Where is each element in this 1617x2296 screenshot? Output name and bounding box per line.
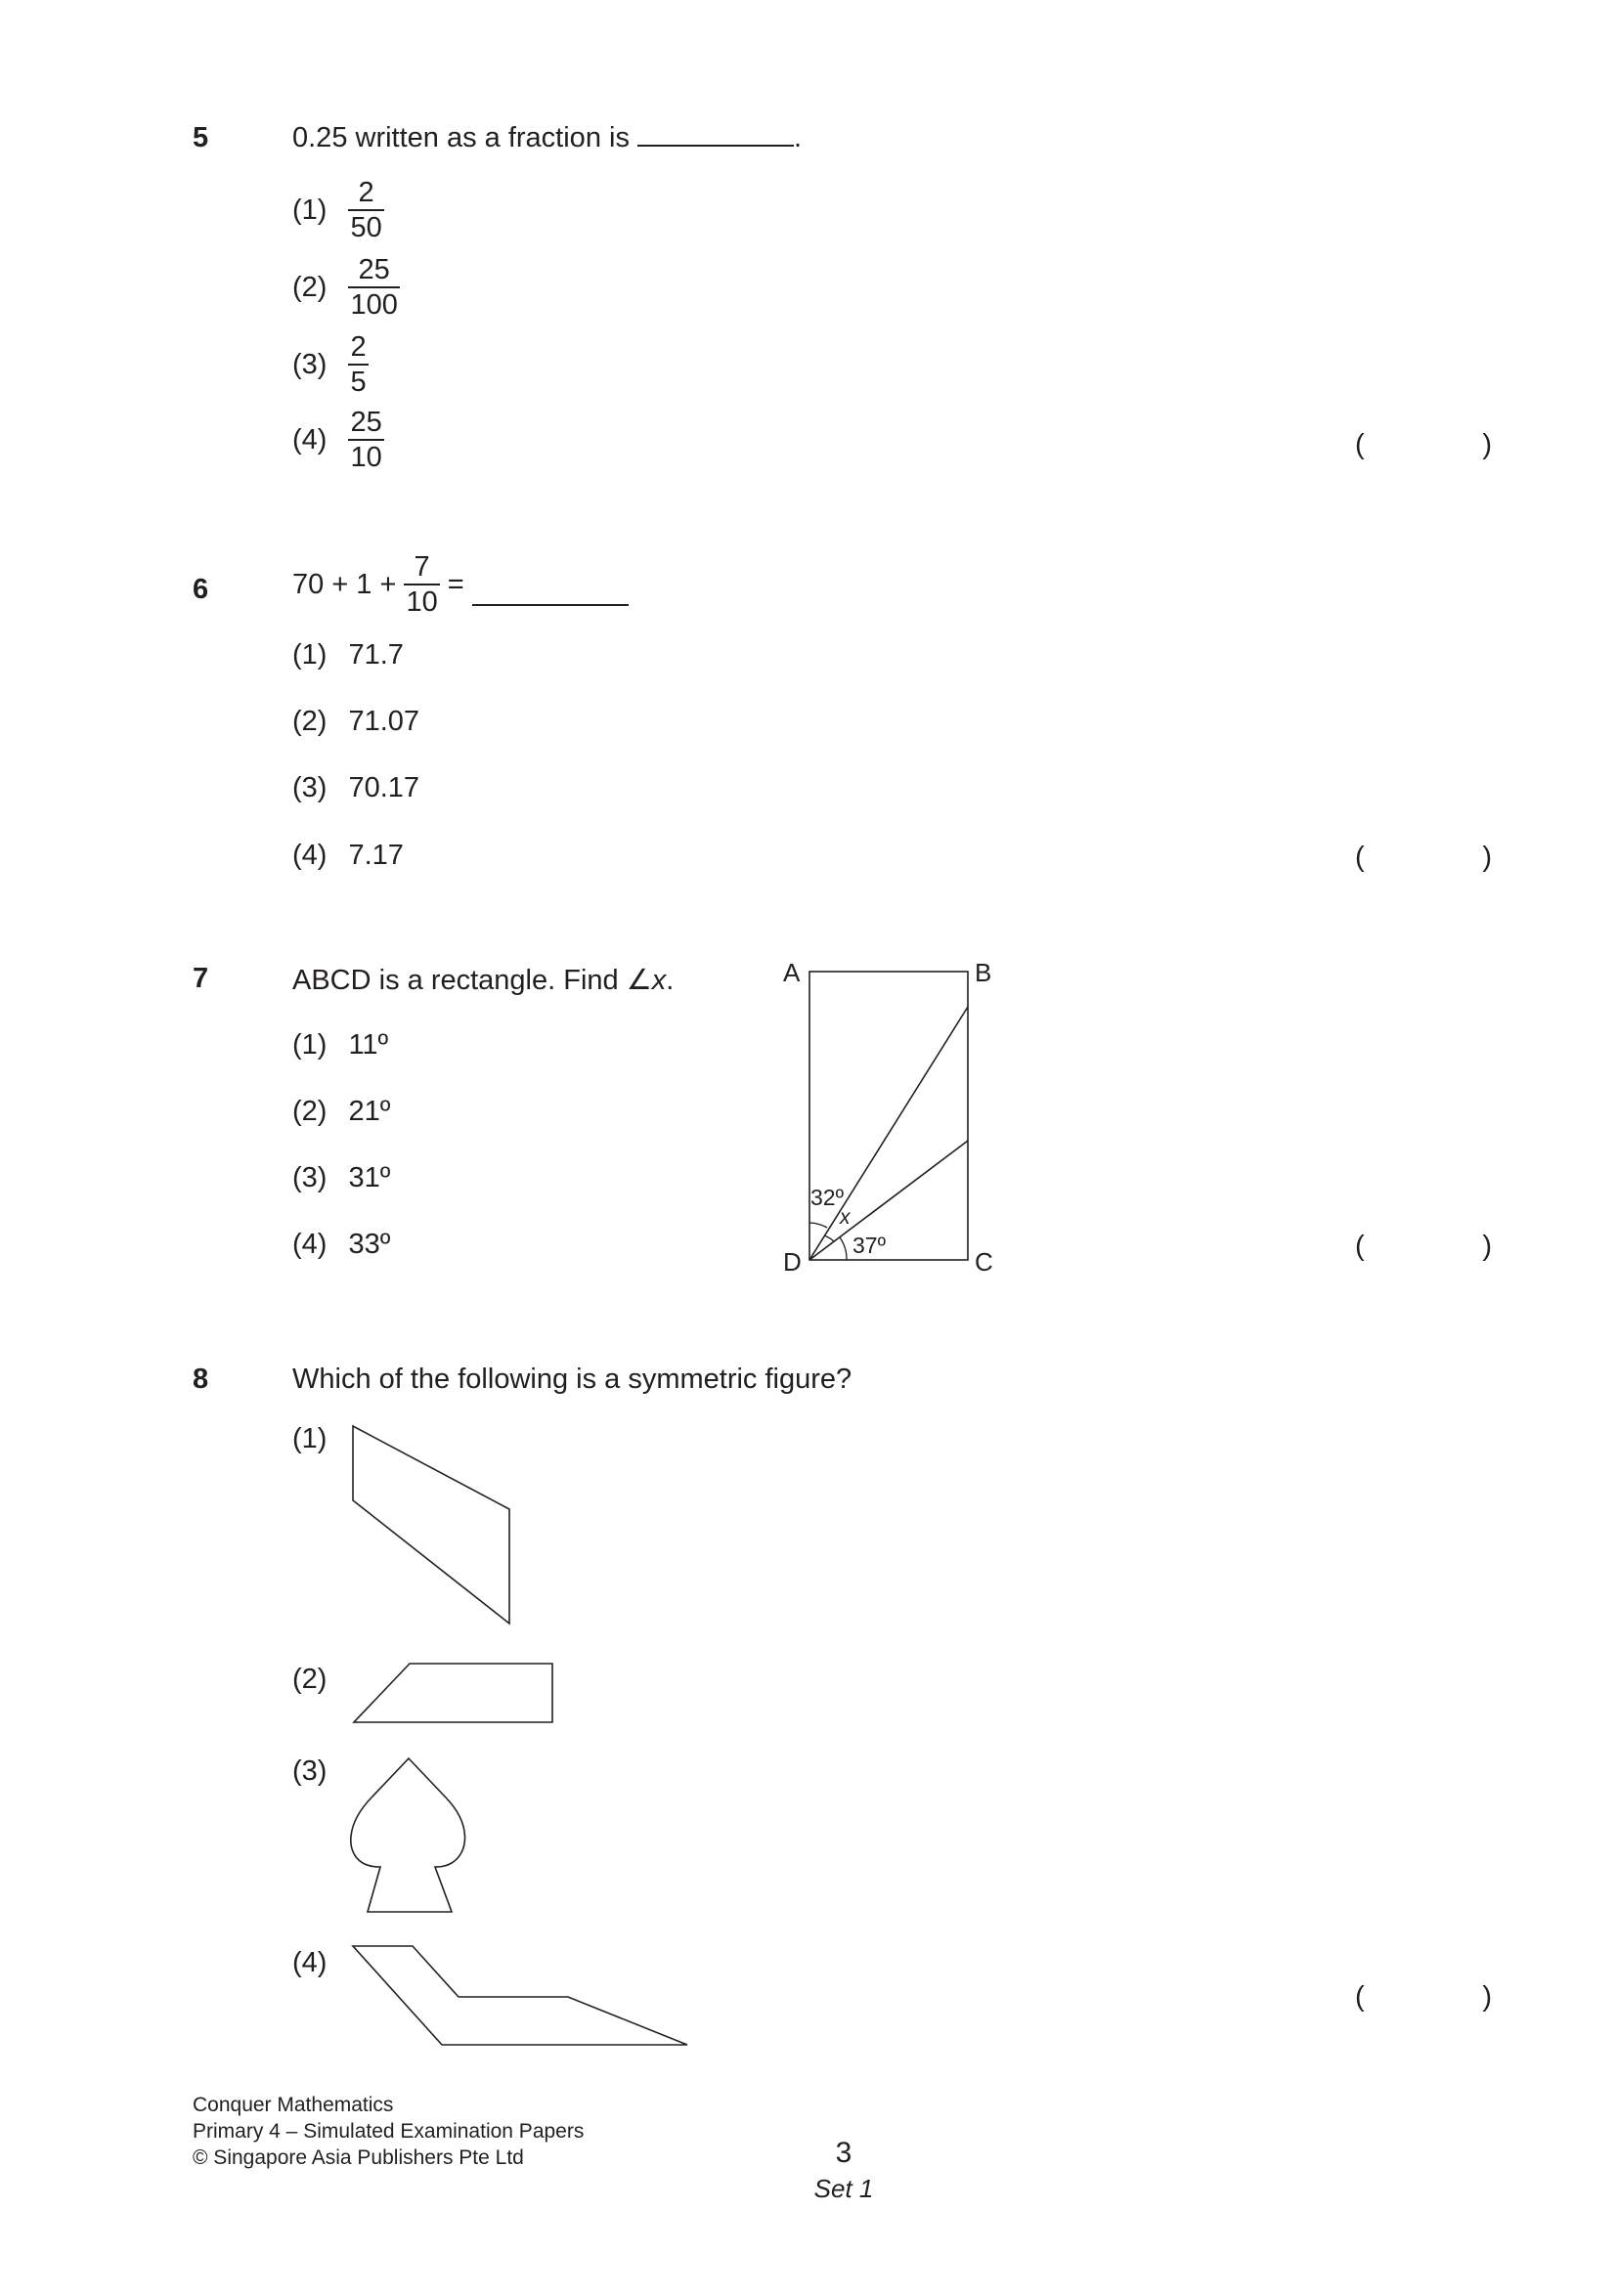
answer-box[interactable] [1355,1981,1492,2014]
option-label[interactable]: (4) [292,1947,328,1978]
shape-spade-icon [351,1758,465,1912]
vertex-label-a: A [783,958,801,987]
option-label: (1) [292,195,328,226]
numerator: 25 [350,407,382,438]
vertex-label-c: C [975,1247,993,1277]
set-label: Set 1 [813,2174,874,2203]
option-label: (3) [292,1162,328,1193]
denominator: 50 [348,209,383,242]
option-value: 7.17 [348,840,404,871]
question-stem: Which of the following is a symmetric figure? [292,1364,852,1395]
numerator: 25 [358,254,390,285]
numerator: 7 [414,551,430,583]
option-label: (3) [292,772,328,803]
option-label: (1) [292,1029,328,1061]
option-label[interactable]: (1) [292,1423,328,1454]
option-label: (3) [292,349,328,380]
denominator: 10 [404,584,439,617]
question-number: 5 [193,122,209,153]
denominator: 5 [348,364,368,397]
option-value: 71.07 [348,706,420,737]
question-stem-text: ABCD is a rectangle. Find [292,965,627,996]
option-value: 33º [348,1229,391,1260]
answer-bracket-open: ( [1355,842,1365,873]
answer-bracket-open: ( [1355,1981,1365,2013]
question-stem-suffix: . [666,965,675,996]
denominator: 100 [348,286,399,320]
option-label: (2) [292,1096,328,1127]
option-label: (4) [292,1229,328,1260]
shape-trapezium-icon [354,1664,552,1722]
footer-publication-info [193,2092,584,2171]
answer-bracket-close: ) [1482,429,1492,460]
footer-subtitle: Primary 4 – Simulated Examination Papers [193,2120,585,2143]
angle-variable: x [651,965,667,996]
answer-bracket-close: ) [1482,1981,1492,2013]
option-label: (1) [292,639,328,671]
expression-prefix: 70 + 1 + [292,569,397,600]
answer-bracket-open: ( [1355,429,1365,460]
angle-label-37: 37º [852,1233,886,1258]
footer-copyright: © Singapore Asia Publishers Pte Ltd [193,2146,524,2169]
answer-bracket-open: ( [1355,1231,1365,1262]
option-label[interactable]: (2) [292,1664,328,1695]
shape-bent-parallelogram-icon [353,1946,687,2045]
page-number: 3 [835,2137,852,2169]
option-value: 21º [348,1096,391,1127]
vertex-label-b: B [975,958,992,987]
question-number: 8 [193,1364,209,1395]
question-stem-text: 0.25 written as a fraction is [292,122,630,153]
question-number: 7 [193,963,209,994]
option-value: 71.7 [348,639,404,671]
footer-book-title: Conquer Mathematics [193,2094,394,2116]
option-label: (2) [292,272,328,303]
denominator: 10 [348,439,383,472]
equals-sign: = [447,569,464,600]
option-label: (4) [292,840,328,871]
numerator: 2 [350,331,367,363]
angle-label-x: x [840,1206,851,1229]
option-value: 70.17 [348,772,420,803]
option-value: 11º [348,1029,389,1061]
answer-bracket-close: ) [1482,842,1492,873]
shape-parallelogram-icon [353,1426,509,1624]
question-stem-suffix: . [794,122,803,153]
answer-bracket-close: ) [1482,1231,1492,1262]
angle-symbol-icon: ∠ [626,965,652,996]
numerator: 2 [358,177,374,208]
option-label: (4) [292,424,328,455]
angle-label-32: 32º [810,1185,844,1210]
question-number: 6 [193,574,209,605]
option-value: 31º [348,1162,391,1193]
vertex-label-d: D [783,1247,802,1277]
option-label[interactable]: (3) [292,1755,328,1787]
option-label: (2) [292,706,328,737]
